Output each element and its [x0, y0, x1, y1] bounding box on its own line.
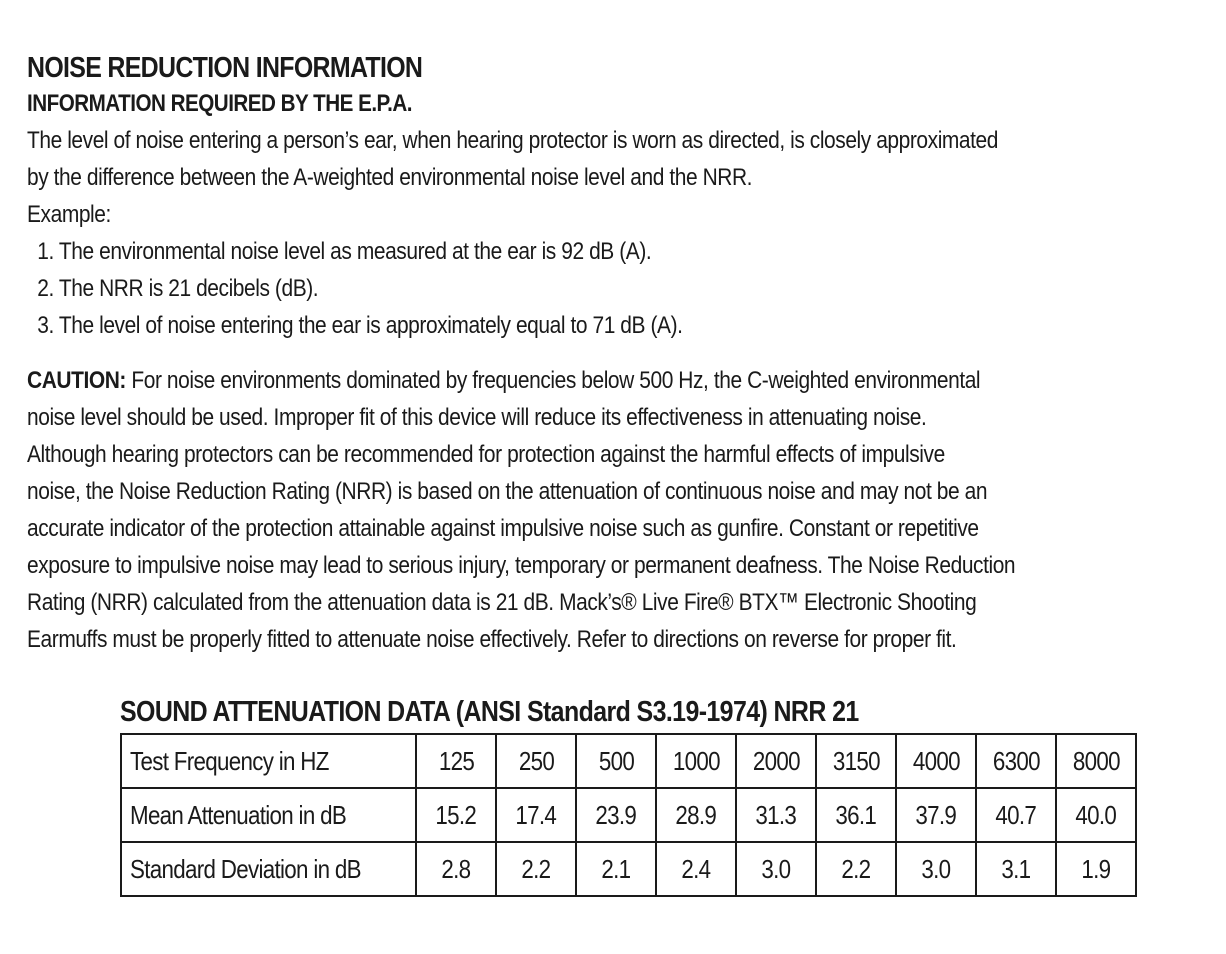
table-cell — [976, 788, 1056, 842]
cell-value: 40.0 — [1075, 799, 1117, 830]
example-item: 1. The environmental noise level as measured at the ear is 92 dB (A). — [37, 238, 652, 265]
cell-value: 40.7 — [995, 799, 1037, 830]
intro-line: The level of noise entering a person’s ear, when hearing protector is worn as directed, is closely approximated — [27, 127, 998, 154]
cell-value: 2.2 — [841, 853, 871, 884]
row-label-cell — [121, 734, 416, 788]
cell-value: 500 — [598, 745, 634, 776]
cell-value: 31.3 — [755, 799, 797, 830]
table-cell — [1056, 788, 1136, 842]
caution-text: For noise environments dominated by frequencies below 500 Hz, the C-weighted environmental — [125, 367, 981, 394]
intro-line: by the difference between the A-weighted environmental noise level and the NRR. — [27, 164, 753, 191]
row-label-cell — [121, 842, 416, 896]
caution-label: CAUTION: — [27, 367, 126, 394]
cell-value: 17.4 — [515, 799, 557, 830]
attenuation-section — [120, 694, 1137, 897]
row-label-cell — [121, 788, 416, 842]
table-cell — [896, 734, 976, 788]
cell-value: 4000 — [912, 745, 960, 776]
table-cell — [896, 842, 976, 896]
caution-line: Although hearing protectors can be recommended for protection against the harmful effects of impulsive — [27, 441, 945, 468]
table-cell — [976, 734, 1056, 788]
cell-value: 36.1 — [835, 799, 877, 830]
table-cell — [656, 734, 736, 788]
table-cell — [816, 734, 896, 788]
table-cell — [736, 734, 816, 788]
table-cell — [656, 788, 736, 842]
cell-value: 1.9 — [1081, 853, 1111, 884]
caution-line — [27, 362, 1044, 399]
cell-value: 3.0 — [921, 853, 951, 884]
table-cell — [576, 734, 656, 788]
table-cell — [416, 842, 496, 896]
cell-value: 125 — [438, 745, 474, 776]
row-label: Test Frequency in HZ — [130, 745, 329, 776]
table-cell — [976, 842, 1056, 896]
cell-value: 2.8 — [441, 853, 471, 884]
caution-line: Earmuffs must be properly fitted to attenuate noise effectively. Refer to directions on reverse for proper fit. — [27, 626, 957, 653]
cell-value: 250 — [518, 745, 554, 776]
cell-value: 3.0 — [761, 853, 791, 884]
table-row — [121, 734, 1136, 788]
cell-value: 1000 — [672, 745, 720, 776]
row-label: Mean Attenuation in dB — [130, 799, 347, 830]
table-cell — [816, 842, 896, 896]
cell-value: 8000 — [1072, 745, 1120, 776]
table-cell — [656, 842, 736, 896]
table-row — [121, 842, 1136, 896]
table-cell — [1056, 734, 1136, 788]
attenuation-table-title: SOUND ATTENUATION DATA (ANSI Standard S3.19-1974) NRR 21 — [120, 696, 859, 728]
caution-line: exposure to impulsive noise may lead to serious injury, temporary or permanent deafness. The Noise Reduction — [27, 552, 1016, 579]
cell-value: 3.1 — [1001, 853, 1031, 884]
cell-value: 15.2 — [435, 799, 477, 830]
table-row — [121, 788, 1136, 842]
table-cell — [896, 788, 976, 842]
table-cell — [736, 788, 816, 842]
cell-value: 28.9 — [675, 799, 717, 830]
table-cell — [1056, 842, 1136, 896]
table-cell — [576, 788, 656, 842]
table-cell — [816, 788, 896, 842]
table-cell — [416, 788, 496, 842]
page-title: NOISE REDUCTION INFORMATION — [27, 52, 423, 84]
caution-line: Rating (NRR) calculated from the attenuation data is 21 dB. Mack’s® Live Fire® BTX™ Electronic Shooting — [27, 589, 977, 616]
table-cell — [496, 842, 576, 896]
cell-value: 3150 — [832, 745, 880, 776]
caution-line: accurate indicator of the protection attainable against impulsive noise such as gunfire. Constant or repetitive — [27, 515, 979, 542]
table-cell — [576, 842, 656, 896]
cell-value: 23.9 — [595, 799, 637, 830]
cell-value: 2000 — [752, 745, 800, 776]
caution-line: noise level should be used. Improper fit of this device will reduce its effectiveness in attenuating noise. — [27, 404, 927, 431]
noise-reduction-document — [27, 50, 1217, 658]
table-cell — [496, 788, 576, 842]
page-subtitle: INFORMATION REQUIRED BY THE E.P.A. — [27, 90, 412, 117]
row-label: Standard Deviation in dB — [130, 853, 361, 884]
table-cell — [496, 734, 576, 788]
example-label: Example: — [27, 201, 111, 228]
example-item: 3. The level of noise entering the ear is approximately equal to 71 dB (A). — [37, 312, 683, 339]
example-item: 2. The NRR is 21 decibels (dB). — [37, 275, 319, 302]
attenuation-table — [120, 733, 1137, 897]
cell-value: 37.9 — [915, 799, 957, 830]
caution-line: noise, the Noise Reduction Rating (NRR) is based on the attenuation of continuous noise and may not be an — [27, 478, 988, 505]
cell-value: 2.1 — [601, 853, 631, 884]
cell-value: 2.2 — [521, 853, 551, 884]
cell-value: 2.4 — [681, 853, 711, 884]
table-cell — [736, 842, 816, 896]
cell-value: 6300 — [992, 745, 1040, 776]
table-cell — [416, 734, 496, 788]
